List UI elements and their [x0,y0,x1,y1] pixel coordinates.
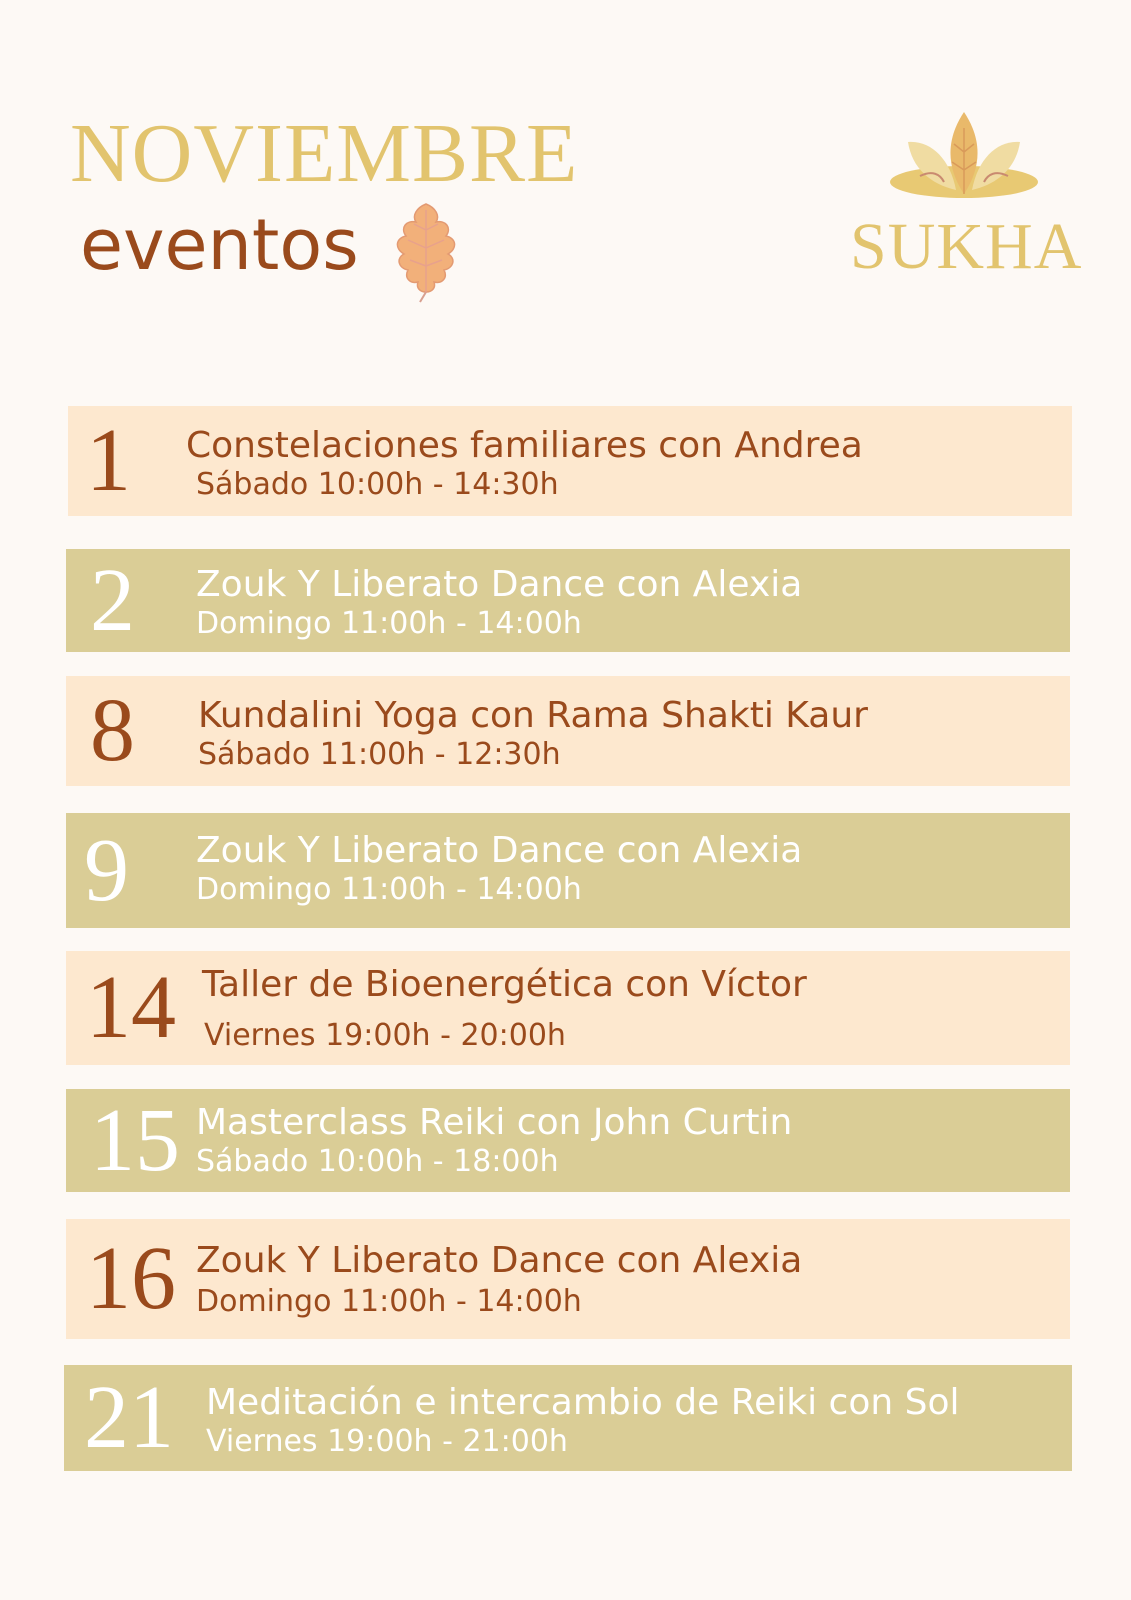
oak-leaf-icon [392,200,460,304]
event-title: Taller de Bioenergética con Víctor [202,964,807,1005]
event-row [66,1219,1070,1339]
logo-text: SUKHA [850,210,1083,283]
event-row [64,1365,1072,1471]
event-title: Constelaciones familiares con Andrea [186,425,863,466]
event-title: Meditación e intercambio de Reiki con Sol [206,1382,960,1423]
event-time: Sábado 10:00h - 18:00h [196,1144,559,1179]
event-day: 21 [84,1368,174,1467]
event-time: Sábado 11:00h - 12:30h [198,737,561,772]
event-day: 16 [86,1229,176,1328]
event-time: Viernes 19:00h - 21:00h [206,1424,568,1459]
event-row [66,1089,1070,1192]
event-row [66,813,1070,928]
event-title: Zouk Y Liberato Dance con Alexia [196,1240,803,1281]
sukha-logo [850,108,1083,288]
event-day: 1 [86,411,131,510]
event-time: Domingo 11:00h - 14:00h [196,606,582,641]
event-time: Domingo 11:00h - 14:00h [196,1284,582,1319]
page-title: NOVIEMBRE [70,107,579,200]
page-subtitle: eventos [80,204,359,286]
event-title: Kundalini Yoga con Rama Shakti Kaur [198,695,868,736]
event-title: Zouk Y Liberato Dance con Alexia [196,830,803,871]
event-time: Sábado 10:00h - 14:30h [196,467,559,502]
event-title: Zouk Y Liberato Dance con Alexia [196,564,803,605]
event-time: Domingo 11:00h - 14:00h [196,872,582,907]
event-title: Masterclass Reiki con John Curtin [196,1102,793,1143]
event-row [66,951,1070,1065]
event-row [66,549,1070,652]
event-day: 15 [90,1090,180,1190]
event-day: 14 [86,958,176,1057]
event-day: 8 [90,681,135,780]
lotus-icon [884,108,1044,208]
event-day: 2 [90,550,135,650]
event-day: 9 [84,820,129,920]
event-row [66,676,1070,786]
event-time: Viernes 19:00h - 20:00h [204,1018,566,1053]
event-row [68,406,1072,516]
